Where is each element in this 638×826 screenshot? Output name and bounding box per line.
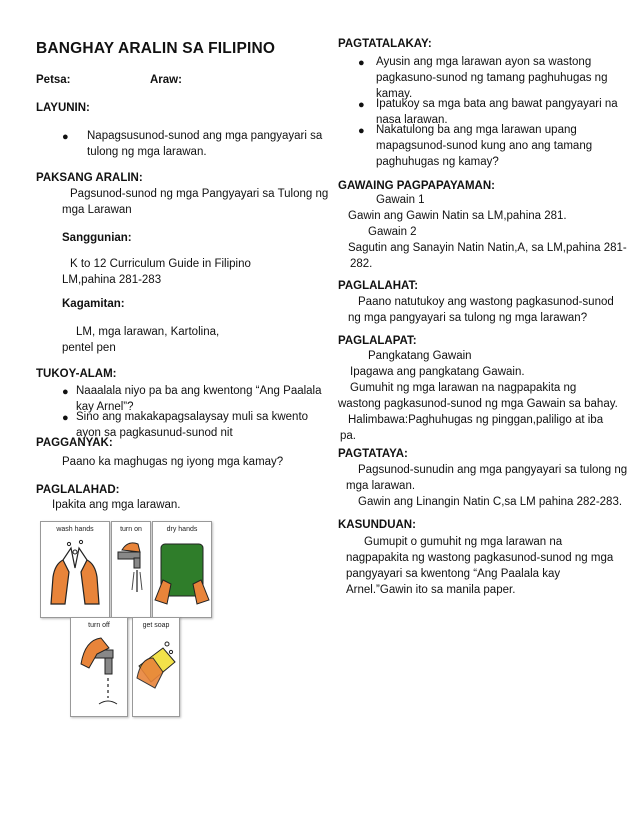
gawain-1-text: Gawin ang Gawin Natin sa LM,pahina 281.: [348, 210, 567, 222]
pagtataya-heading: PAGTATAYA:: [338, 448, 408, 460]
petsa-label: Petsa:: [36, 74, 71, 86]
kasunduan-text: pangyayari sa kwentong “Ang Paalala kay: [346, 568, 561, 580]
card-label: dry hands: [166, 526, 198, 533]
paglalapat-text: Halimbawa:Paghuhugas ng pinggan,paliligo at iba: [348, 414, 604, 426]
pagtatalakay-heading: PAGTATALAKAY:: [338, 38, 432, 50]
tukoy-alam-line: ayon sa pagkasunud-sunod nit: [76, 427, 233, 439]
card-label: turn off: [88, 622, 110, 629]
pagtataya-text: mga larawan.: [346, 480, 416, 492]
turn-off-faucet-icon: [71, 618, 127, 716]
wash-hands-icon: [41, 522, 109, 617]
layunin-heading: LAYUNIN:: [36, 102, 90, 114]
paglalapat-text: pa.: [340, 430, 356, 442]
paksang-aralin-text: mga Larawan: [62, 204, 132, 216]
paksang-aralin-text: Pagsunod-sunod ng mga Pangyayari sa Tulong ng: [70, 188, 329, 200]
kagamitan-text: pentel pen: [62, 342, 116, 354]
sanggunian-text: LM,pahina 281-283: [62, 274, 162, 286]
tukoy-alam-line: kay Arnel”?: [76, 401, 134, 413]
paksang-aralin-heading: PAKSANG ARALIN:: [36, 172, 143, 184]
towel-icon: [153, 522, 211, 617]
picture-card-get-soap: [132, 617, 180, 717]
faucet-icon: [112, 522, 150, 617]
pagtatalakay-line: kamay.: [376, 88, 413, 100]
soap-icon: [133, 618, 179, 716]
gawaing-pagpapayaman-heading: GAWAING PAGPAPAYAMAN:: [338, 180, 495, 192]
paglalapat-heading: PAGLALAPAT:: [338, 335, 417, 347]
picture-card-dry-hands: [152, 521, 212, 618]
paglalahat-heading: PAGLALAHAT:: [338, 280, 419, 292]
picture-card-wash-hands: [40, 521, 110, 618]
kagamitan-heading: Kagamitan:: [62, 298, 125, 310]
card-label: wash hands: [56, 526, 94, 533]
tukoy-alam-line: Sino ang makakapagsalaysay muli sa kwento: [76, 411, 309, 423]
picture-card-turn-off: [70, 617, 128, 717]
bullet-icon: ●: [358, 125, 365, 137]
sanggunian-heading: Sanggunian:: [62, 232, 132, 244]
gawain-1-label: Gawain 1: [376, 194, 425, 206]
tukoy-alam-heading: TUKOY-ALAM:: [36, 368, 117, 380]
pagtatalakay-line: Ayusin ang mga larawan ayon sa wastong: [376, 56, 592, 68]
pagtatalakay-line: nasa larawan.: [376, 114, 448, 126]
layunin-line: tulong ng mga larawan.: [87, 146, 207, 158]
pagtatalakay-line: Nakatulong ba ang mga larawan upang: [376, 124, 577, 136]
kagamitan-text: LM, mga larawan, Kartolina,: [76, 326, 220, 338]
paglalapat-text: wastong pagkasunod-sunod ng mga Gawain sa bahay.: [338, 398, 618, 410]
gawain-2-label: Gawain 2: [368, 226, 417, 238]
pagtatalakay-line: mapagsunod-sunod kung ano ang tamang: [376, 140, 593, 152]
pagtataya-text: Pagsunod-sunudin ang mga pangyayari sa tulong ng: [358, 464, 628, 476]
paglalahat-text: ng mga pangyayari sa tulong ng mga larawan?: [348, 312, 588, 324]
picture-card-turn-on: [111, 521, 151, 618]
kasunduan-text: nagpapakita ng wastong pagkasunod-sunod ng mga: [346, 552, 614, 564]
bullet-icon: ●: [62, 412, 69, 424]
kasunduan-heading: KASUNDUAN:: [338, 519, 416, 531]
document-title: BANGHAY ARALIN SA FILIPINO: [36, 40, 276, 57]
sanggunian-text: K to 12 Curriculum Guide in Filipino: [70, 258, 251, 270]
pagganyak-text: Paano ka maghugas ng iyong mga kamay?: [62, 456, 284, 468]
paglalahat-text: Paano natutukoy ang wastong pagkasunod-sunod: [358, 296, 614, 308]
pagtataya-text: Gawin ang Linangin Natin C,sa LM pahina 282-283.: [358, 496, 623, 508]
bullet-icon: ●: [358, 99, 365, 111]
paglalapat-text: Ipagawa ang pangkatang Gawain.: [350, 366, 525, 378]
pagtatalakay-line: Ipatukoy sa mga bata ang bawat pangyayari na: [376, 98, 618, 110]
paglalahad-text: Ipakita ang mga larawan.: [52, 499, 181, 511]
araw-label: Araw:: [150, 74, 182, 86]
gawain-2-text: Sagutin ang Sanayin Natin Natin,A, sa LM,pahina 281-: [348, 242, 627, 254]
paglalapat-text: Pangkatang Gawain: [368, 350, 472, 362]
tukoy-alam-line: Naaalala niyo pa ba ang kwentong “Ang Paalala: [76, 385, 322, 397]
pagtatalakay-line: pagkasuno-sunod ng tamang paghuhugas ng: [376, 72, 608, 84]
pagtatalakay-line: paghuhugas ng kamay?: [376, 156, 499, 168]
gawain-2-text: 282.: [350, 258, 373, 270]
card-label: turn on: [120, 526, 142, 533]
paglalapat-text: Gumuhit ng mga larawan na nagpapakita ng: [350, 382, 577, 394]
layunin-line: Napagsusunod-sunod ang mga pangyayari sa: [87, 130, 323, 142]
kasunduan-text: Gumupit o gumuhit ng mga larawan na: [364, 536, 563, 548]
bullet-icon: ●: [62, 386, 69, 398]
paglalahad-heading: PAGLALAHAD:: [36, 484, 120, 496]
pagganyak-heading: PAGGANYAK:: [36, 437, 113, 449]
kasunduan-text: Arnel.”Gawin ito sa manila paper.: [346, 584, 516, 596]
bullet-icon: ●: [62, 131, 69, 143]
bullet-icon: ●: [358, 57, 365, 69]
card-label: get soap: [142, 622, 170, 629]
